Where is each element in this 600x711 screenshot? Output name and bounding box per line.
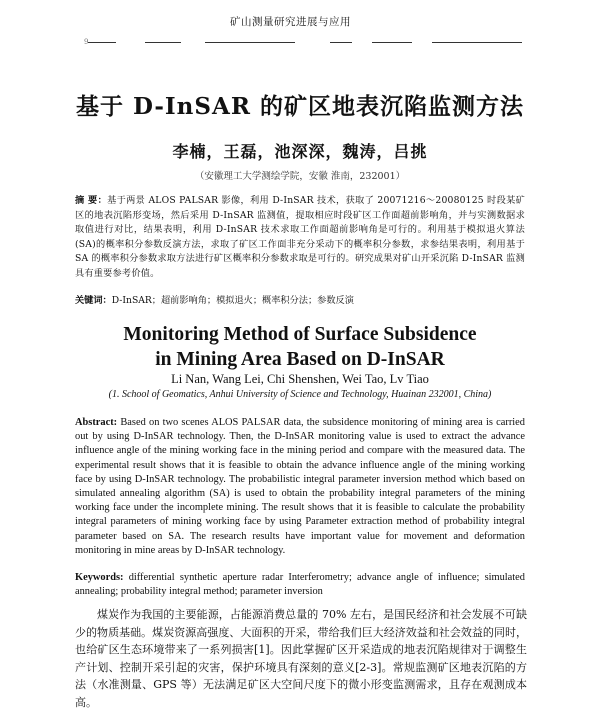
chinese-keywords	[75, 294, 525, 308]
chinese-affiliation: （安徽理工大学测绘学院，安徽 淮南，232001）	[194, 171, 406, 182]
english-authors: Li Nan, Wang Lei, Chi Shenshen, Wei Tao, Lv Tiao	[171, 372, 429, 386]
chinese-keywords-label: 关键词：	[75, 295, 112, 306]
english-abstract-label: Abstract:	[75, 417, 118, 428]
header-rule	[88, 42, 116, 43]
header-rule	[432, 42, 522, 43]
english-title	[0, 322, 600, 372]
english-title-line-2: in Mining Area Based on D-InSAR	[155, 349, 445, 370]
header-rule	[372, 42, 412, 43]
english-affiliation: (1. School of Geomatics, Anhui University of Science and Technology, Huainan 232001, China)	[108, 389, 492, 400]
journal-running-title: 矿山测量研究进展与应用	[230, 16, 351, 28]
english-title-line-1: Monitoring Method of Surface Subsidence	[123, 324, 477, 345]
header-rule	[330, 42, 352, 43]
chinese-abstract-text: 基于两景 ALOS PALSAR 影像，利用 D-InSAR 技术，获取了 20071216～20080125 时段某矿区的地表沉陷形变场，然后采用 D-InSAR 监测值，提取相应时段矿区工作面超前影响角，并与实测数据求取值进行对比，结果表明，利用 D-InSAR 技术求取工作面超前影响角是可行的。利用基于模拟退火算法(SA)的概率积分参数反演方法，求取了矿区工作面非充分采动下的概率积分参数，求参结果表明，利用基于 SA 的概率积分参数求取方法进行矿区概率积分参数求取是可行的。研究成果对矿山开采沉陷 D-InSAR 监测具有重要参考价值。	[75, 195, 526, 279]
header-rule	[145, 42, 181, 43]
english-keywords	[75, 571, 525, 599]
english-abstract	[75, 416, 525, 558]
chinese-authors: 李楠，王磊，池深深，魏涛，吕挑	[172, 142, 428, 161]
page-number: 9	[84, 38, 89, 46]
body-paragraph: 煤炭作为我国的主要能源，占能源消费总量的 70% 左右，是国民经济和社会发展不可缺少的物质基础。煤炭资源高强度、大面积的开采，带给我们巨大经济效益和社会效益的同时，也给矿区生态环境带来了一系列损害[1]。因此掌握矿区开采造成的地表沉陷规律对于调整生产计划、控制开采引起的灾害，保护环境具有深刻的意义[2-3]。常规监测矿区地表沉陷的方法（水准测量、GPS 等）无法满足矿区大空间尺度下的微小形变监测需求，且存在观测成本高。	[75, 608, 527, 709]
chinese-abstract	[75, 194, 525, 282]
chinese-abstract-label: 摘 要：	[75, 195, 108, 206]
header-rule	[205, 42, 295, 43]
chinese-title: 基于 D-InSAR 的矿区地表沉陷监测方法	[76, 93, 524, 120]
chinese-keywords-text: D-InSAR；超前影响角；模拟退火；概率积分法；参数反演	[111, 295, 354, 306]
english-keywords-label: Keywords:	[75, 572, 124, 583]
running-head	[0, 8, 600, 46]
english-abstract-text: Based on two scenes ALOS PALSAR data, the subsidence monitoring of mining area is carried out by using D-InSAR technology. Then, the D-InSAR monitoring value is used to extract the advance influence angle of the mining working face in the mining period and compare with the measured data. The experimental result shows that it is feasible to obtain the advance influence angle of the mining working face by using D-InSAR technology. The probabilistic integral parameter inversion method which based on simulated annealing algorithm (SA) is used to obtain the probability integral parameters of the mining working face under the incomplete mining. The result shows that it is feasible to calculate the probability integral parameters of mining working face by using Parameter extraction method of probability integral parameter based on SA. The research results have important value for movement and deformation monitoring in mine areas by D-InSAR technology.	[75, 417, 525, 556]
english-keywords-text: differential synthetic aperture radar Interferometry; advance angle of influence; simulated annealing; probability integral method; parameter inversion	[75, 572, 525, 598]
